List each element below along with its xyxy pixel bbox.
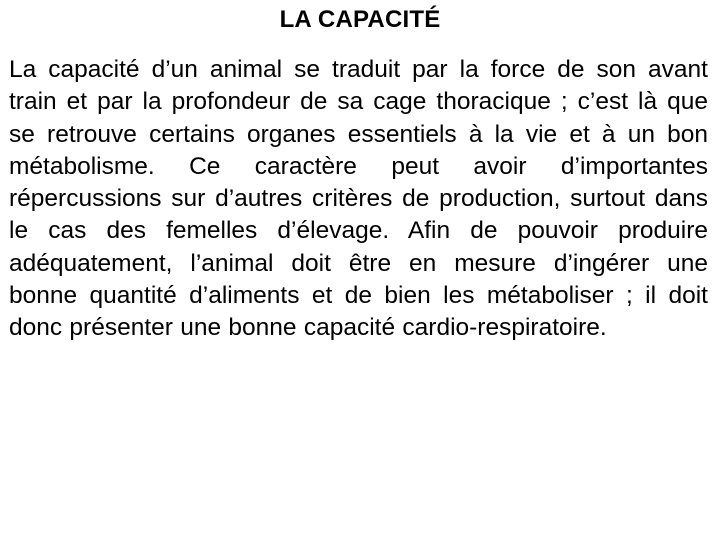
slide-title: LA CAPACITÉ [279,6,441,33]
slide-body-paragraph: La capacité d’un animal se traduit par la force de son avant train et par la profondeur de sa cage thoracique ; c’est là que se retrouve certains organes essentiels à la vie et à un bon métabolisme. Ce caractère peut avoir d’importantes répercussions sur d’autres critères de production, surtout dans le cas des femelles d’élevage. Afin de pouvoir produire adéquatement, l’animal doit être en mesure d’ingérer une bonne quantité d’aliments et de bien les métaboliser ; il doit donc présenter une bonne capacité cardio-respiratoire. [9,56,708,342]
